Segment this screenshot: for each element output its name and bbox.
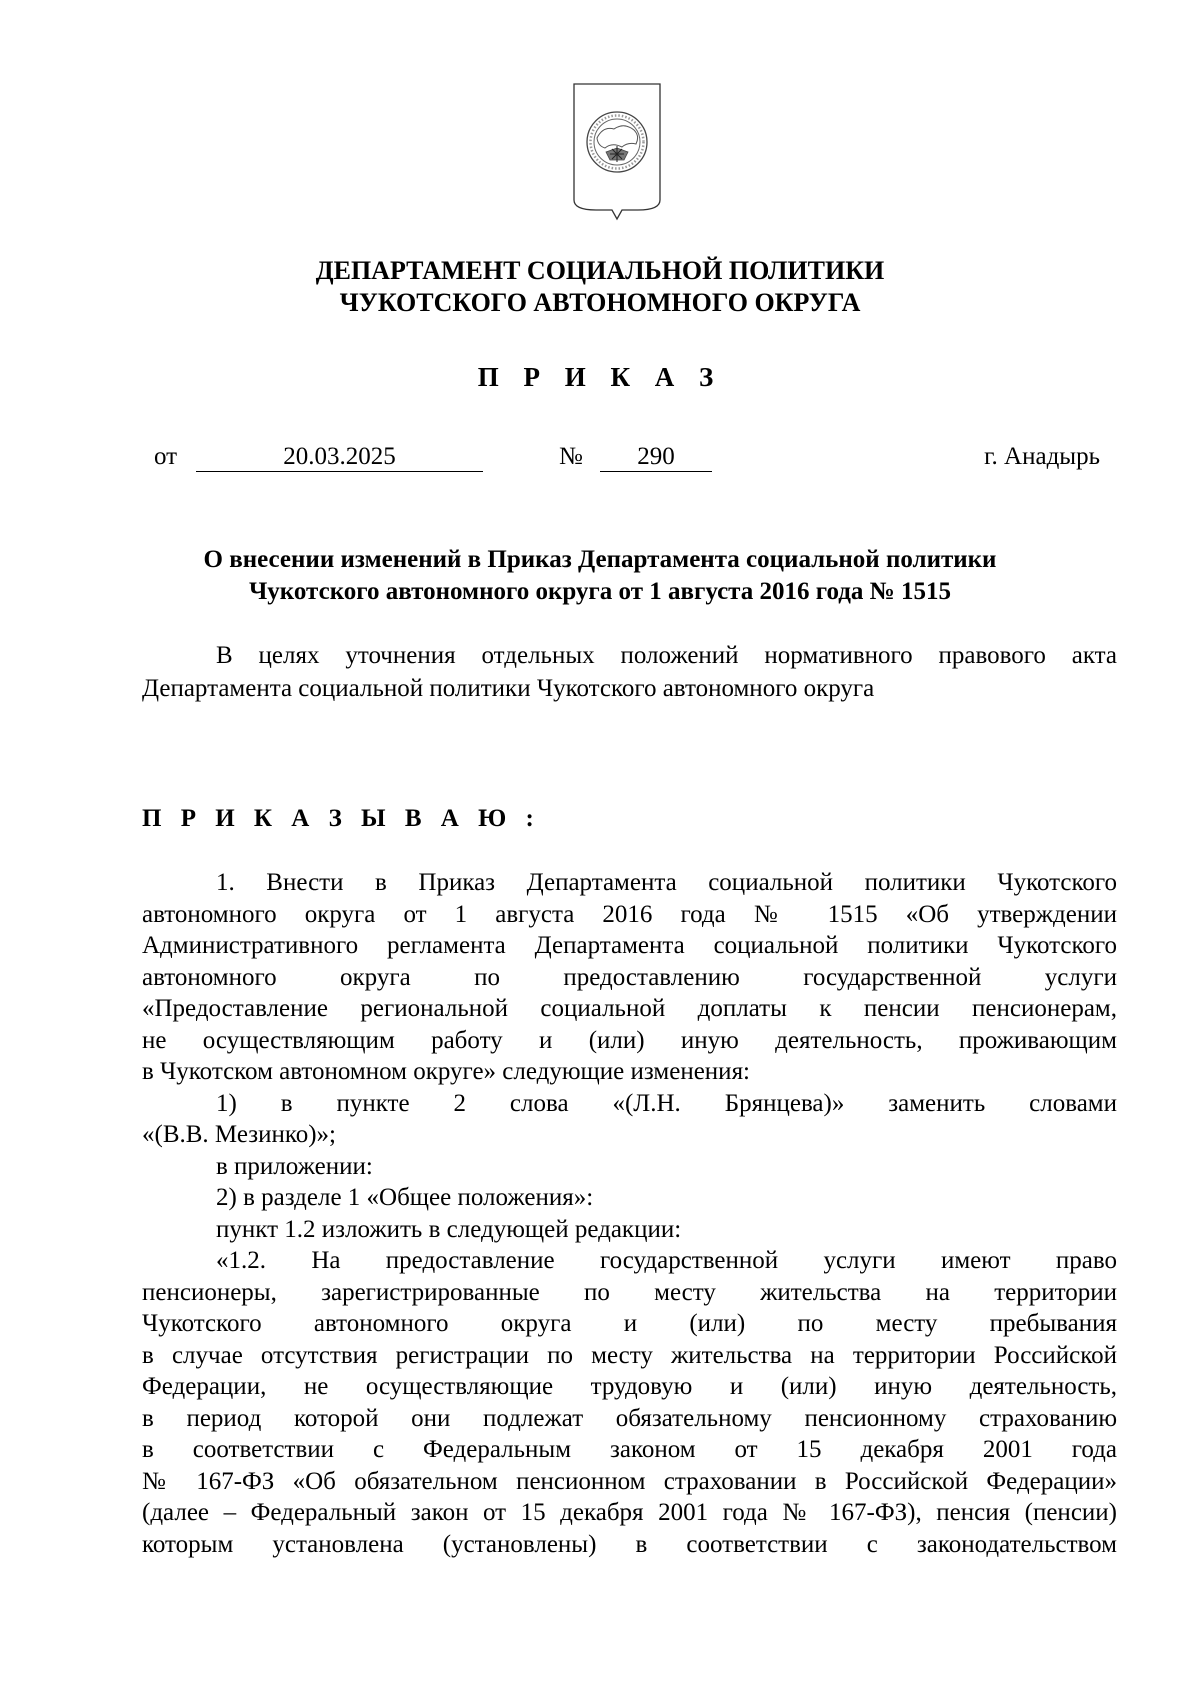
body-line: пенсионеры, зарегистрированные по месту жительства на территории [142,1278,1117,1306]
body-line: «1.2. На предоставление государственной услуги имеют право [216,1247,1117,1274]
order-subject [0,544,1200,608]
body-line: которым установлена (установлены) в соответствии с законодательством [142,1530,1117,1558]
body-line: (далее – Федеральный закон от 15 декабря 2001 года № 167-ФЗ), пенсия (пенсии) [142,1499,1117,1526]
preamble-line-2: Департамента социальной политики Чукотского автономного округа [142,675,875,702]
body-line: в соответствии с Федеральным законом от 15 декабря 2001 года [142,1436,1117,1463]
date-field [196,442,483,472]
document-type-title: П Р И К А З [477,362,723,392]
number-field [600,442,712,472]
date-label: от [154,443,178,470]
body-line: Федерации, не осуществляющие трудовую и (или) иную деятельность, [142,1373,1117,1400]
order-date: 20.03.2025 [196,443,483,472]
preamble-line-1: В целях уточнения отдельных положений нормативного правового акта [216,642,1117,669]
body-line: автономного округа от 1 августа 2016 года № 1515 «Об утверждении [142,900,1117,928]
preamble [142,639,1117,705]
coat-of-arms-icon [572,82,662,232]
body-line: «Предоставление региональной социальной доплаты к пенсии пенсионерам, [142,995,1117,1022]
department-name-line-2: ЧУКОТСКОГО АВТОНОМНОГО ОКРУГА [339,288,861,317]
body-line: Административного регламента Департамента социальной политики Чукотского [142,932,1117,959]
body-line: в Чукотском автономном округе» следующие изменения: [142,1058,751,1085]
order-subject-line-1: О внесении изменений в Приказ Департамента социальной политики [203,546,997,573]
city: г. Анадырь [984,443,1100,470]
body-line: «(В.В. Мезинко)»; [142,1121,337,1148]
body-line: Чукотского автономного округа и (или) по месту пребывания [142,1310,1117,1337]
order-subject-line-2: Чукотского автономного округа от 1 августа 2016 года № 1515 [248,578,952,605]
body-line: в период которой они подлежат обязательному пенсионному страхованию [142,1404,1117,1432]
orders-heading: П Р И К А З Ы В А Ю : [142,805,541,832]
body-line: пункт 1.2 изложить в следующей редакции: [216,1215,682,1243]
body-line: 2) в разделе 1 «Общее положения»: [216,1184,594,1211]
body-line: 1) в пункте 2 слова «(Л.Н. Брянцева)» заменить словами [216,1089,1117,1117]
body-line: не осуществляющим работу и (или) иную деятельность, проживающим [142,1026,1117,1054]
body-line: № 167-ФЗ «Об обязательном пенсионном страховании в Российской Федерации» [142,1467,1117,1495]
order-body [142,867,1117,1560]
body-line: 1. Внести в Приказ Департамента социальной политики Чукотского [216,869,1117,896]
department-name-line-1: ДЕПАРТАМЕНТ СОЦИАЛЬНОЙ ПОЛИТИКИ [315,256,885,285]
body-line: в случае отсутствия регистрации по месту жительства на территории Российской [142,1341,1117,1369]
number-label: № [559,443,583,470]
order-number: 290 [600,443,712,472]
department-name [0,255,1200,319]
body-line: в приложении: [216,1152,373,1180]
body-line: автономного округа по предоставлению государственной услуги [142,963,1117,991]
